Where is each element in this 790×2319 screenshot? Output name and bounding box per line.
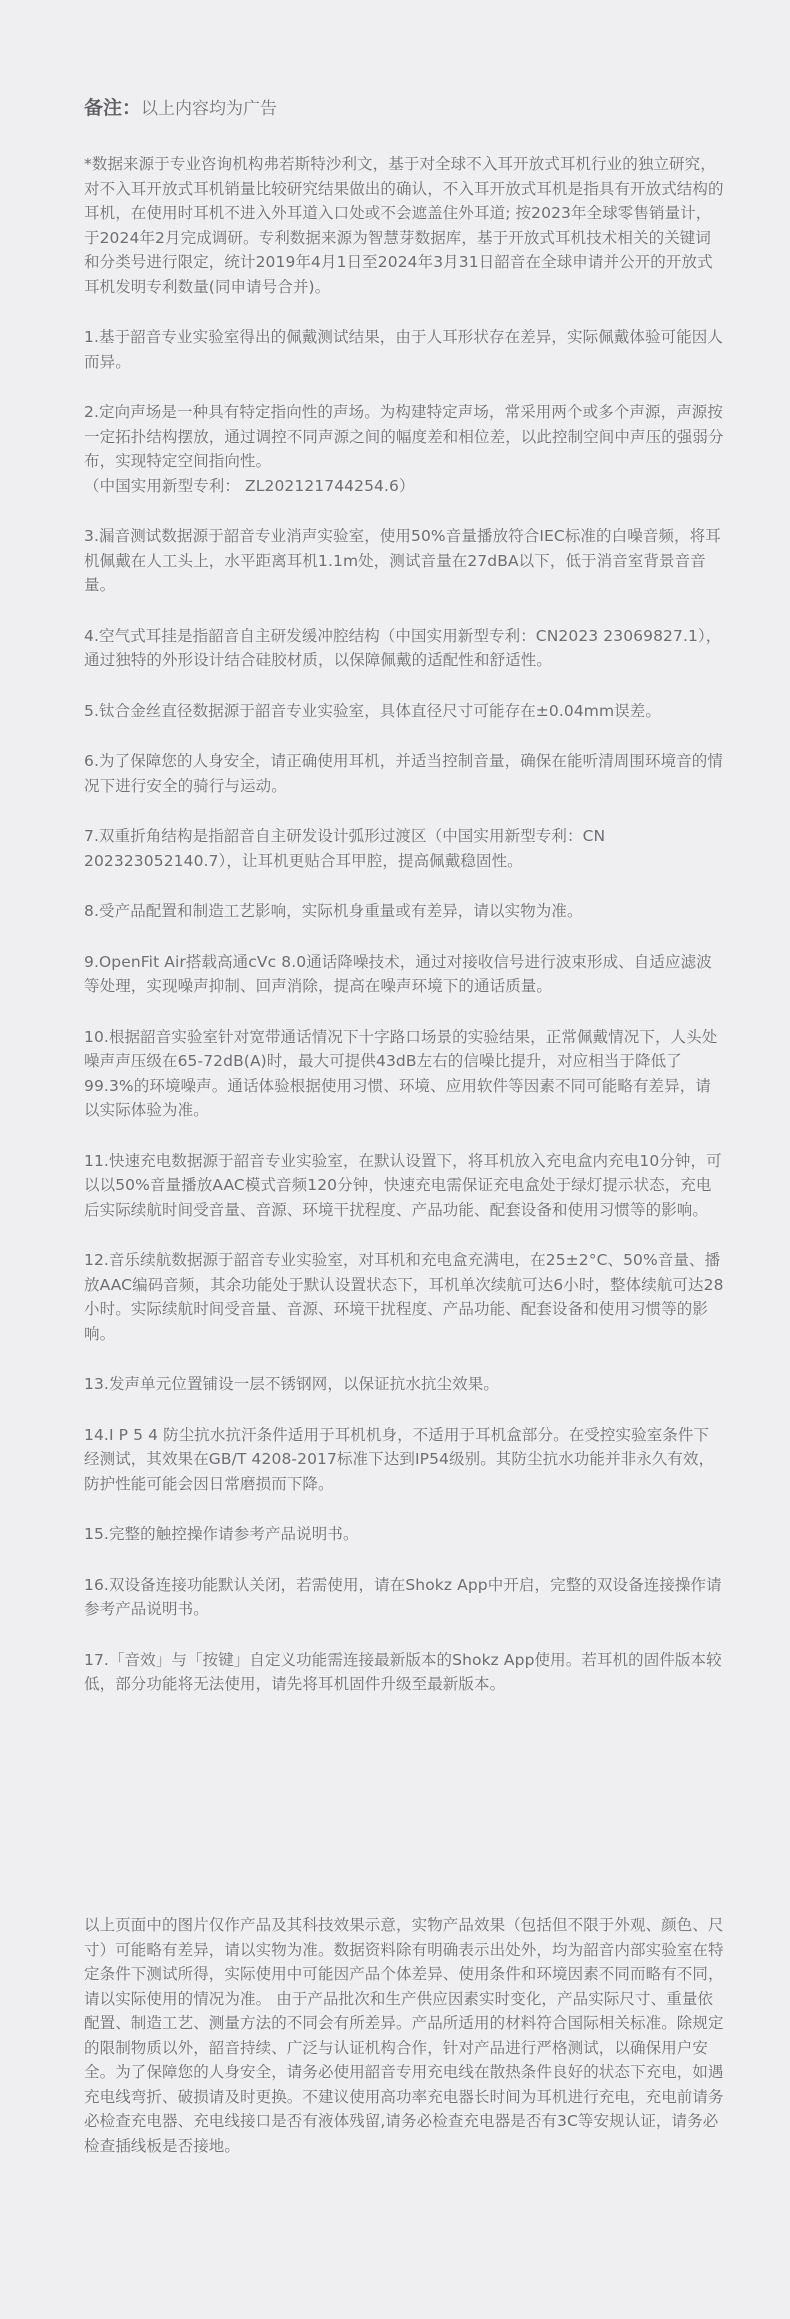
- footnote-12: 12.音乐续航数据源于韶音专业实验室，对耳机和充电盒充满电，在25±2°C、50%音量、播放AAC编码音频，其余功能处于默认设置状态下，耳机单次续航可达6小时，整体续航可达28小时。实际续航时间受音量、音源、环境干扰程度、产品功能、配套设备和使用习惯等的影响。: [84, 1251, 724, 1343]
- footnote-16: 16.双设备连接功能默认关闭，若需使用，请在Shokz App中开启，完整的双设备连接操作请参考产品说明书。: [84, 1575, 722, 1618]
- footnote-5: 5.钛合金丝直径数据源于韶音专业实验室，具体直径尺寸可能存在±0.04mm误差。: [84, 701, 661, 720]
- footnote-6: 6.为了保障您的人身安全，请正确使用耳机，并适当控制音量，确保在能听清周围环境音的情况下进行安全的骑行与运动。: [84, 752, 723, 795]
- footnote-4: 4.空气式耳挂是指韶音自主研发缓冲腔结构（中国实用新型专利：CN2023 23069827.1），通过独特的外形设计结合硅胶材质，以保障佩戴的适配性和舒适性。: [84, 626, 722, 669]
- general-disclaimer-text: 以上页面中的图片仅作产品及其科技效果示意，实物产品效果（包括但不限于外观、颜色、尺寸）可能略有差异，请以实物为准。数据资料除有明确表示出处外，均为韶音内部实验室在特定条件下测试所得，实际使用中可能因产品个体差异、使用条件和环境因素不同而略有不同，请以实际使用的情况为准。 由于产品批次和生产供应因素实时变化，产品实际尺寸、重量依配置、制造工艺、测量方法的不同会有所差异。产品所适用的材料符合国际相关标准。除规定的限制物质以外，韶音持续、广泛与认证机构合作，针对产品进行严格测试，以确保用户安全。为了保障您的人身安全，请务必使用韶音专用充电线在散热条件良好的状态下充电，如遇充电线弯折、破损请及时更换。不建议使用高功率充电器长时间为耳机进行充电，充电前请务必检查充电器、充电线接口是否有液体残留,请务必检查充电器是否有3C等安规认证，请务必检查插线板是否接地。: [84, 1916, 724, 2155]
- footnotes-list: [84, 152, 724, 1723]
- footnote-13: 13.发声单元位置铺设一层不锈钢网，以保证抗水抗尘效果。: [84, 1375, 499, 1393]
- footnote-17: 17.「音效」与「按键」自定义功能需连接最新版本的Shokz App使用。若耳机的固件版本较低，部分功能将无法使用，请先将耳机固件升级至最新版本。: [84, 1650, 722, 1693]
- footnote-2: 2.定向声场是一种具有特定指向性的声场。为构建特定声场，常采用两个或多个声源，声源按一定拓扑结构摆放，通过调控不同声源之间的幅度差和相位差，以此控制空间中声压的强弱分布，实现特定空间指向性。 （中国实用新型专利： ZL202121744254.6）: [84, 403, 724, 495]
- footnote-intro: *数据来源于专业咨询机构弗若斯特沙利文，基于对全球不入耳开放式耳机行业的独立研究，对不入耳开放式耳机销量比较研究结果做出的确认，不入耳开放式耳机是指具有开放式结构的耳机，在使用时耳机不进入外耳道入口处或不会遮盖住外耳道; 按2023年全球零售销量计，于2024年2月完成调研。专利数据来源为智慧芽数据库，基于开放式耳机技术相关的关键词和分类号进行限定，统计2019年4月1日至2024年3月31日韶音在全球申请并公开的开放式耳机发明专利数量(同申请号合并)。: [84, 155, 724, 296]
- footnote-14: 14.I P 5 4 防尘抗水抗汗条件适用于耳机机身，不适用于耳机盒部分。在受控实验室条件下经测试，其效果在GB/T 4208-2017标准下达到IP54级别。其防尘抗水功能并非永久有效，防护性能可能会因日常磨损而下降。: [84, 1425, 715, 1493]
- footnote-8: 8.受产品配置和制造工艺影响，实际机身重量或有差异，请以实物为准。: [84, 902, 583, 920]
- footnote-1: 1.基于韶音专业实验室得出的佩戴测试结果，由于人耳形状存在差异，实际佩戴体验可能因人而异。: [84, 328, 723, 371]
- header-text: 以上内容均为广告: [141, 99, 278, 119]
- page-header: [84, 96, 277, 121]
- footnote-15: 15.完整的触控操作请参考产品说明书。: [84, 1525, 359, 1543]
- footnote-7: 7.双重折角结构是指韶音自主研发设计弧形过渡区（中国实用新型专利：CN 202323052140.7），让耳机更贴合耳甲腔，提高佩戴稳固性。: [84, 827, 606, 870]
- header-label: 备注：: [84, 97, 142, 119]
- general-disclaimer: [84, 1913, 724, 2158]
- footnote-3: 3.漏音测试数据源于韶音专业消声实验室，使用50%音量播放符合IEC标准的白噪音频，将耳机佩戴在人工头上，水平距离耳机1.1m处，测试音量在27dBA以下，低于消音室背景音音量。: [84, 527, 721, 594]
- footnote-10: 10.根据韶音实验室针对宽带通话情况下十字路口场景的实验结果，正常佩戴情况下，人头处噪声声压级在65-72dB(A)时，最大可提供43dB左右的信噪比提升，对应相当于降低了99.3%的环境噪声。通话体验根据使用习惯、环境、应用软件等因素不同可能略有差异，请以实际体验为准。: [84, 1027, 718, 1119]
- footnote-11: 11.快速充电数据源于韶音专业实验室，在默认设置下，将耳机放入充电盒内充电10分钟，可以以50%音量播放AAC模式音频120分钟，快速充电需保证充电盒处于绿灯提示状态，充电后实际续航时间受音量、音源、环境干扰程度、产品功能、配套设备和使用习惯等的影响。: [84, 1151, 722, 1219]
- footnote-9: 9.OpenFit Air搭载高通cVc 8.0通话降噪技术，通过对接收信号进行波束形成、自适应滤波等处理，实现噪声抑制、回声消除，提高在噪声环境下的通话质量。: [84, 952, 712, 995]
